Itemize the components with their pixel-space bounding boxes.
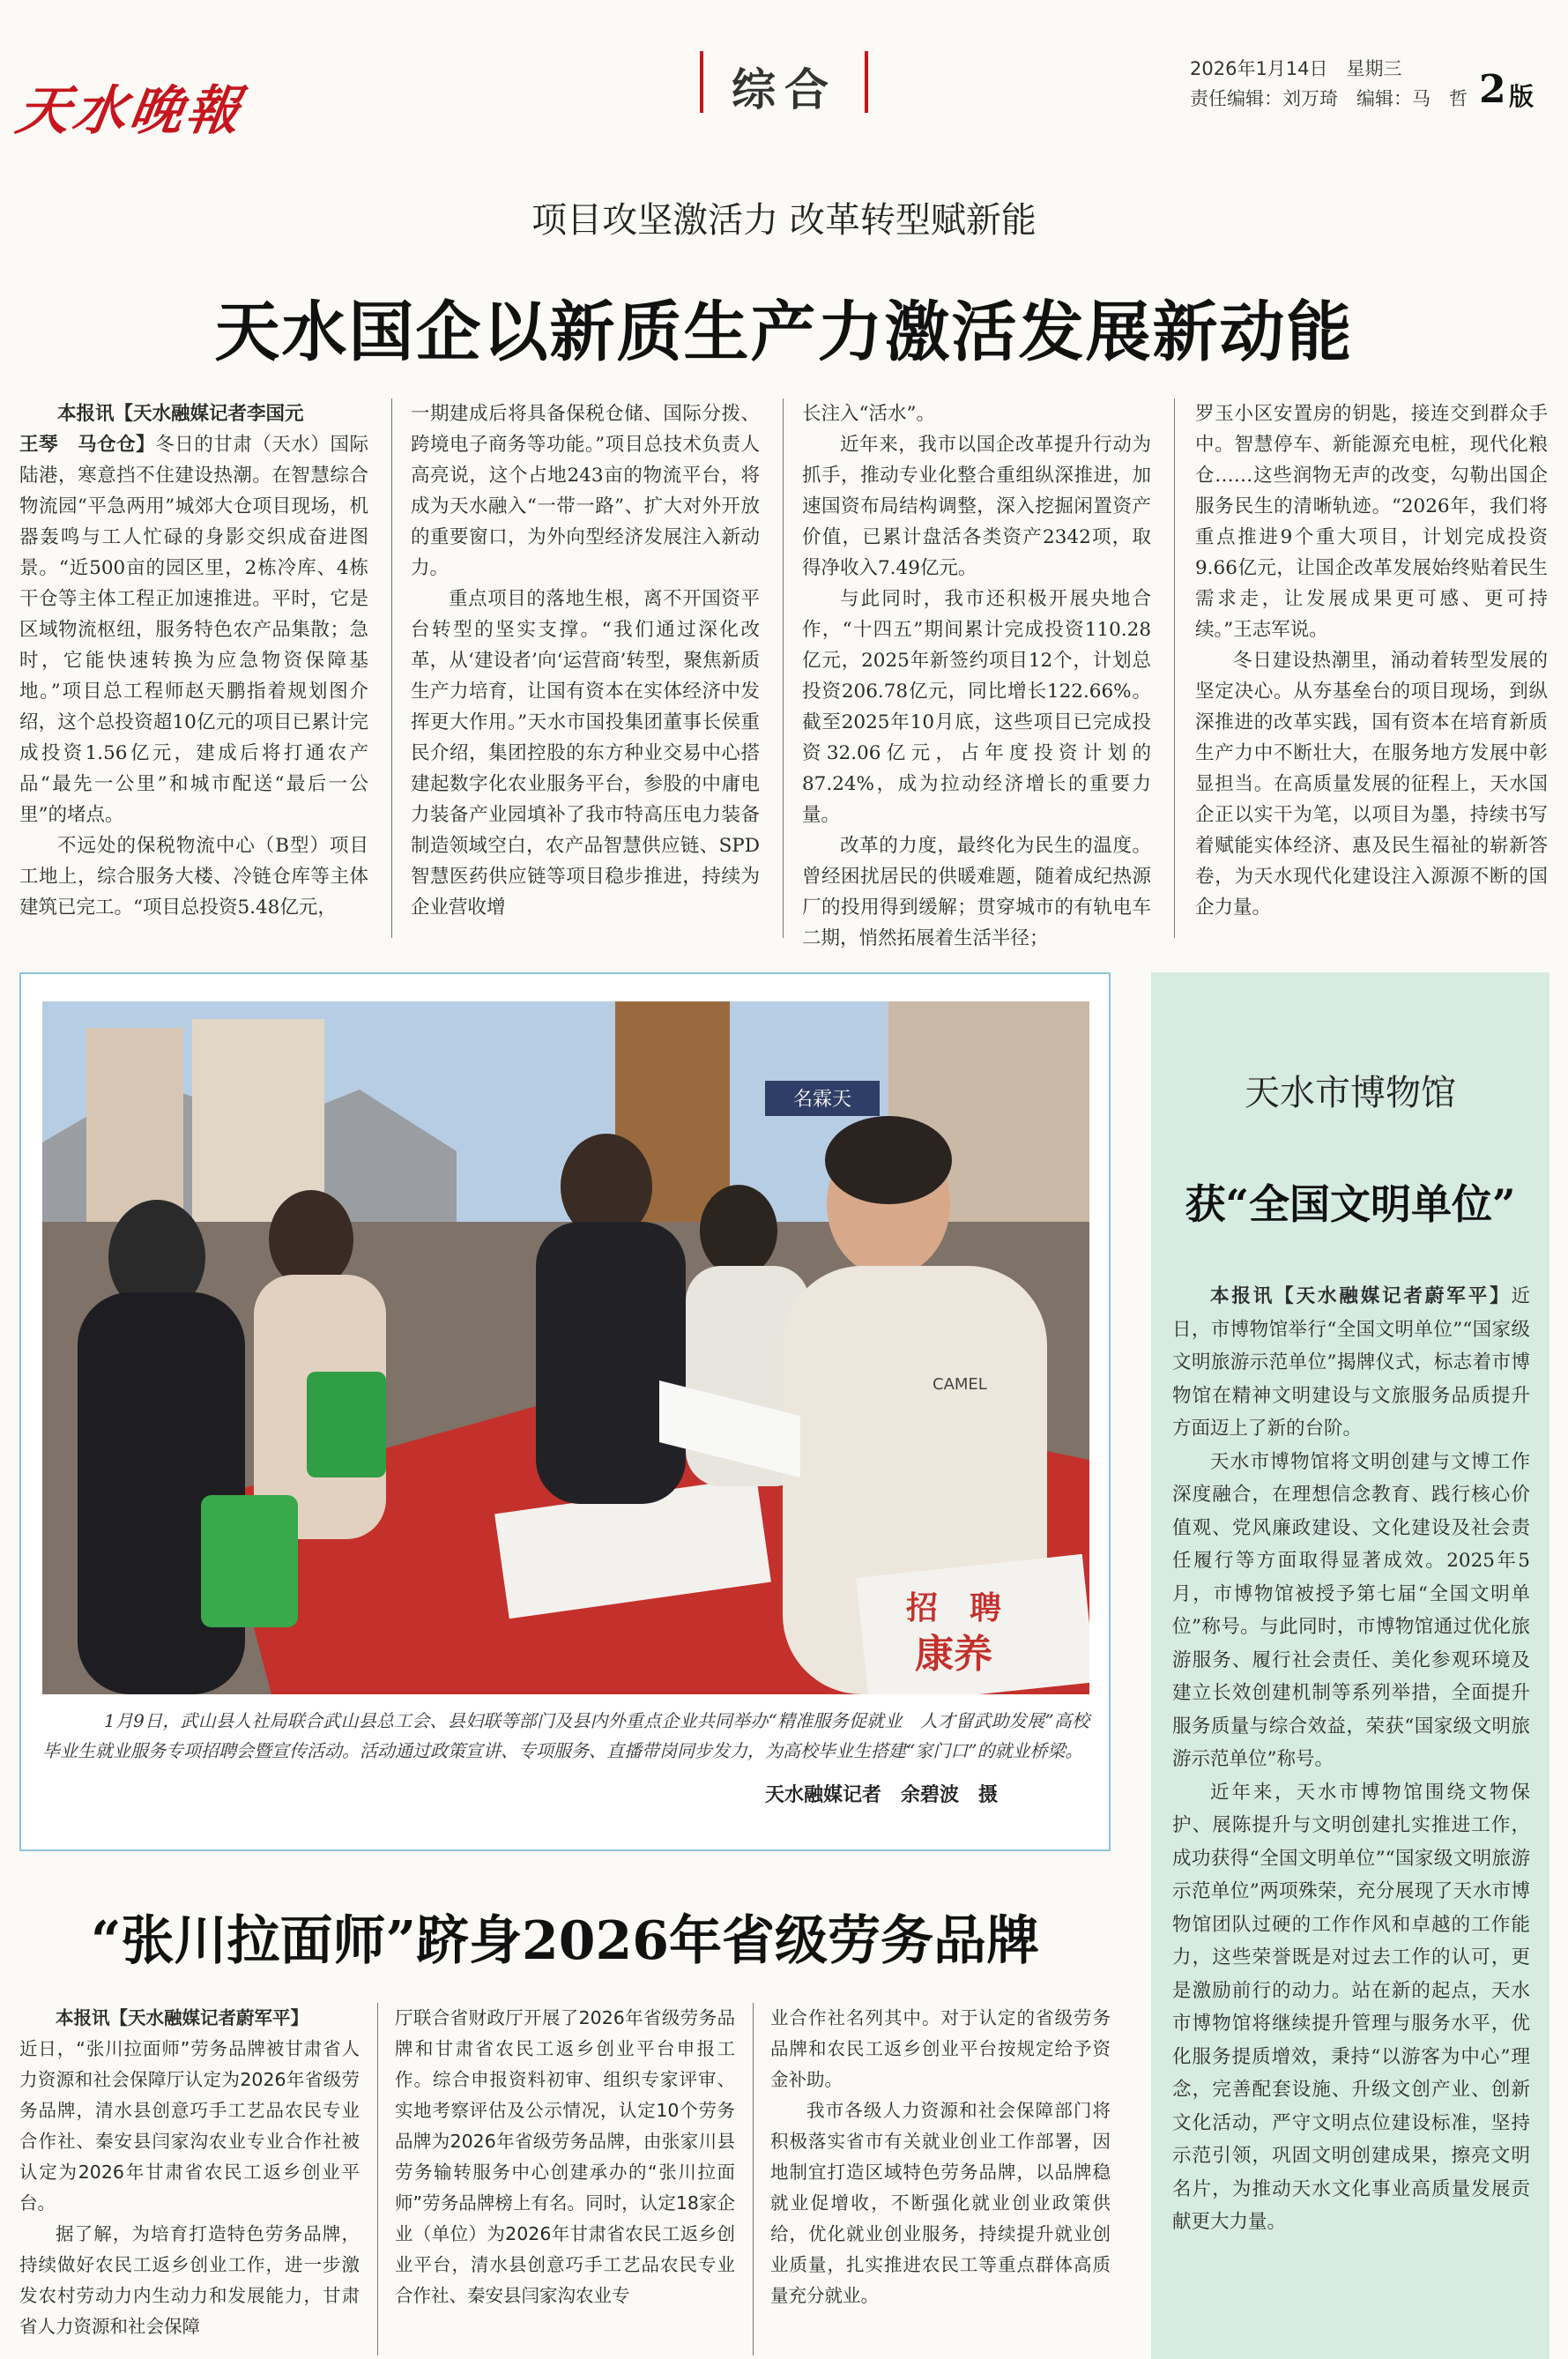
recruit-sign-text-2: 康养 <box>915 1632 992 1677</box>
news-photo <box>42 1001 1089 1694</box>
lead-column-4 <box>1195 398 1548 923</box>
sidebar-body <box>1172 1280 1530 2239</box>
lead-paragraph: 不远处的保税物流中心（B型）项目工地上，综合服务大楼、冷链仓库等主体建筑已完工。“项目总投资5.48亿元， <box>19 835 368 919</box>
story2-paragraph: 厅联合省财政厅开展了2026年省级劳务品牌和甘肃省农民工返乡创业平台申报工作。综合申报资料初审、组织专家评审、实地考察评估及公示情况，认定10个劳务品牌为2026年省级劳务品牌，由张家川县劳务输转服务中心创建承办的“张川拉面师”劳务品牌榜上有名。同时，认定18家企业（单位）为2026年甘肃省农民工返乡创业平台，清水县创意巧手工艺品农民专业合作社、秦安县闫家沟农业专 <box>395 2007 735 2306</box>
sidebar-paragraph: 近年来，天水市博物馆围绕文物保护、展陈提升与文明创建扎实推进工作，成功获得“全国文明单位”“国家级文明旅游示范单位”两项殊荣，充分展现了天水市博物馆团队过硬的工作作风和卓越的工作能力，这些荣誉既是对过去工作的认可，更是激励前行的动力。站在新的起点，天水市博物馆将继续提升管理与服务水平，优化服务提质增效，秉持“以游客为中心”理念，完善配套设施、升级文创产业、创新文化活动，严守文明点位建设标准，坚持示范引领，巩固文明创建成果，擦亮文明名片，为推动天水文化事业高质量发展贡献更大力量。 <box>1172 1781 1530 2233</box>
job-fair-photo-illustration <box>42 1001 1089 1694</box>
story2-headline: “张川拉面师”跻身2026年省级劳务品牌 <box>90 1910 1039 1972</box>
column-divider <box>783 398 784 938</box>
story2-column-1 <box>19 2003 360 2342</box>
lead-headline: 天水国企以新质生产力激活发展新动能 <box>214 294 1354 370</box>
photo-credit: 天水融媒记者 余碧波 摄 <box>765 1784 999 1806</box>
column-divider <box>377 2003 378 2355</box>
lead-paragraph: 与此同时，我市还积极开展央地合作，“十四五”期间累计完成投资110.28亿元，2025年新签约项目12个，计划总投资206.78亿元，同比增长122.66%。截至2025年10月底，这些项目已完成投资32.06亿元，占年度投资计划的87.24%，成为拉动经济增长的重要力量。 <box>802 588 1151 826</box>
lead-kicker: 项目攻坚激活力 改革转型赋新能 <box>531 200 1037 241</box>
sidebar-title: 天水市博物馆 <box>1245 1073 1456 1113</box>
lead-paragraph: 罗玉小区安置房的钥匙，接连交到群众手中。智慧停车、新能源充电桩，现代化粮仓……这些润物无声的改变，勾勒出国企服务民生的清晰轨迹。“2026年，我们将重点推进9个重大项目，计划完成投资9.66亿元，让国企改革发展始终贴着民生需求走，让发展成果更可感、更可持续。”王志军说。 <box>1195 403 1548 641</box>
sidebar-paragraph: 天水市博物馆将文明创建与文博工作深度融合，在理想信念教育、践行核心价值观、党风廉政建设、文化建设及社会责任履行等方面取得显著成效。2025年5月，市博物馆被授予第七届“全国文明单位”称号。与此同时，市博物馆通过优化旅游服务、履行社会责任、美化参观环境及建立长效创建机制等系列举措，全面提升服务质量与综合效益，荣获“国家级文明旅游示范单位”称号。 <box>1172 1450 1530 1770</box>
story2-byline: 本报讯【天水融媒记者蔚军平】 <box>56 2007 308 2028</box>
story2-column-3 <box>770 2003 1111 2311</box>
lead-column-2 <box>411 398 760 923</box>
sidebar-headline: 获“全国文明单位” <box>1185 1180 1516 1228</box>
lead-paragraph: 冬日建设热潮里，涌动着转型发展的坚定决心。从夯基垒台的项目现场，到纵深推进的改革实践，国有资本在培育新质生产力中不断壮大，在服务地方发展中彰显担当。在高质量发展的征程上，天水国企正以实干为笔，以项目为墨，持续书写着赋能实体经济、惠及民生福祉的崭新答卷，为天水现代化建设注入源源不断的国企力量。 <box>1195 650 1548 919</box>
lead-paragraph: 重点项目的落地生根，离不开国资平台转型的坚实支撑。“我们通过深化改革，从‘建设者’向‘运营商’转型，聚焦新质生产力培育，让国有资本在实体经济中发挥更大作用。”天水市国投集团董事长侯重民介绍，集团控股的东方种业交易中心搭建起数字化农业服务平台，参股的中庸电力装备产业园填补了我市特高压电力装备制造领域空白，农产品智慧供应链、SPD智慧医药供应链等项目稳步推进，持续为企业营收增 <box>411 588 760 919</box>
lead-byline: 本报讯【天水融媒记者李国元 <box>57 403 304 425</box>
edition-number: 2 <box>1479 67 1506 112</box>
shop-sign-text: 名霖天 <box>792 1089 852 1111</box>
sidebar-paragraph <box>1172 1280 1530 1446</box>
lead-column-1 <box>19 398 368 923</box>
lead-paragraph <box>19 429 368 830</box>
column-divider <box>753 2003 754 2355</box>
section-rule-left <box>700 51 703 113</box>
photo-caption: 1月9日，武山县人社局联合武山县总工会、县妇联等部门及县内外重点企业共同举办“精准服务促就业 人才留武助发展”高校毕业生就业服务专项招聘会暨宣传活动。活动通过政策宣讲、专项服务、直播带岗同步发力，为高校毕业生搭建“家门口”的就业桥梁。 <box>42 1710 1089 1761</box>
jacket-logo-text: CAMEL <box>933 1375 987 1394</box>
newspaper-logo: 天水晚報 <box>12 80 248 142</box>
section-name: 综合 <box>732 64 837 115</box>
sidebar-paragraph-text: 近日，市博物馆举行“全国文明单位”“国家级文明旅游示范单位”揭牌仪式，标志着市博物馆在精神文明建设与文旅服务品质提升方面迈上了新的台阶。 <box>1172 1285 1530 1440</box>
issue-date: 2026年1月14日 星期三 <box>1190 58 1402 79</box>
sidebar-byline: 本报讯【天水融媒记者蔚军平】 <box>1210 1285 1512 1307</box>
lead-paragraph-text: 冬日的甘肃（天水）国际陆港，寒意挡不住建设热潮。在智慧综合物流园“平急两用”城郊大仓项目现场，机器轰鸣与工人忙碌的身影交织成奋进图景。“近500亩的园区里，2栋冷库、4栋干仓等主体工程正加速推进。平时，它是区域物流枢纽，服务特色农产品集散；急时，它能快速转换为应急物资保障基地。”项目总工程师赵天鹏指着规划图介绍，这个总投资超10亿元的项目已累计完成投资1.56亿元，建成后将打通农产品“最先一公里”和城市配送“最后一公里”的堵点。 <box>19 434 368 826</box>
lead-column-3 <box>802 398 1151 954</box>
lead-paragraph: 近年来，我市以国企改革提升行动为抓手，推动专业化整合重组纵深推进，加速国资布局结构调整，深入挖掘闲置资产价值，已累计盘活各类资产2342项，取得净收入7.49亿元。 <box>802 434 1151 579</box>
section-rule-right <box>865 51 868 113</box>
story2-paragraph: 据了解，为培育打造特色劳务品牌，持续做好农民工返乡创业工作，进一步激发农村劳动力内生动力和发展能力，甘肃省人力资源和社会保障 <box>19 2223 360 2337</box>
lead-paragraph: 长注入“活水”。 <box>802 403 935 425</box>
story2-paragraph: 我市各级人力资源和社会保障部门将积极落实省市有关就业创业工作部署，因地制宜打造区域特色劳务品牌，以品牌稳就业促增收，不断强化就业创业政策供给，优化就业创业服务，持续提升就业创业质量，扎实推进农民工等重点群体高质量充分就业。 <box>770 2100 1111 2306</box>
lead-paragraph: 改革的力度，最终化为民生的温度。曾经困扰居民的供暖难题，随着成纪热源厂的投用得到缓解；贯穿城市的有轨电车二期，悄然拓展着生活半径； <box>802 835 1151 949</box>
lead-byline-names: 王琴 马仓仓】 <box>19 434 156 456</box>
edition-suffix: 版 <box>1509 82 1535 111</box>
editor-credits: 责任编辑：刘万琦 编辑：马 哲 <box>1190 88 1468 109</box>
story2-paragraph: 业合作社名列其中。对于认定的省级劳务品牌和农民工返乡创业平台按规定给予资金补助。 <box>770 2007 1111 2090</box>
column-divider <box>391 398 392 938</box>
story2-paragraph: 近日，“张川拉面师”劳务品牌被甘肃省人力资源和社会保障厅认定为2026年省级劳务品牌，清水县创意巧手工艺品农民专业合作社、秦安县闫家沟农业专业合作社被认定为2026年甘肃省农民工返乡创业平台。 <box>19 2038 360 2214</box>
recruit-sign-text: 招 聘 <box>906 1590 1002 1626</box>
lead-paragraph: 一期建成后将具备保税仓储、国际分拨、跨境电子商务等功能。”项目总技术负责人高亮说，这个占地243亩的物流平台，将成为天水融入“一带一路”、扩大对外开放的重要窗口，为外向型经济发展注入新动力。 <box>411 403 760 579</box>
column-divider <box>1174 398 1175 938</box>
story2-column-2 <box>395 2003 735 2311</box>
